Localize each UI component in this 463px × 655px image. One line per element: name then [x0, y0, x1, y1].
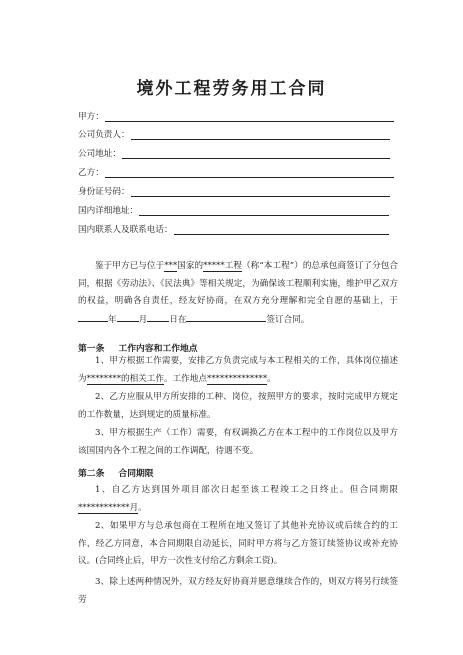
section-2-clause-2: 2、如果甲方与总承包商在工程所在地又签订了其他补充协议或后续合约的工作，经乙方同意，本合同期限自动延长，同时甲方将与乙方签订续签协议或补充协议。(合同终止后，甲方一次性支付给乙方剩余工资)。: [78, 521, 398, 566]
id-number-label: 身份证号码：: [78, 187, 130, 197]
project-blank: *****工程: [203, 261, 243, 271]
document-title: 境外工程劳务用工合同: [136, 79, 327, 99]
party-b-label: 乙方：: [78, 168, 104, 178]
company-head-field: [78, 128, 390, 140]
party-a-label: 甲方：: [78, 112, 104, 122]
contact-label: 国内联系人及联系电话：: [78, 225, 173, 235]
party-a-line: [105, 120, 394, 122]
country-blank: ***: [164, 261, 178, 271]
section-1-heading: 第一条 工作内容和工作地点: [78, 344, 198, 354]
section-2-clause-1: 1、自乙方达到国外项目部次日起至该工程竣工之日终止。但合同期限************月。: [78, 485, 398, 513]
company-address-field: [78, 147, 390, 159]
section-1-clause-1: 1、甲方根据工作需要，安排乙方负责完成与本工程相关的工作，具体岗位描述为********的相关工作。工作地点**************。: [78, 356, 398, 384]
day-blank: [147, 311, 169, 322]
company-head-line: [131, 138, 390, 140]
home-address-label: 国内详细地址：: [78, 206, 139, 216]
party-a-field: [78, 110, 394, 122]
party-b-line: [105, 176, 394, 178]
section-1-clause-3: 3、甲方根据生产（工作）需要，有权调换乙方在本工程中的工作岗位以及甲方该国国内各个工程之间的工作调配，待遇不变。: [78, 428, 398, 456]
month-blank: [117, 311, 139, 322]
company-address-label: 公司地址：: [78, 149, 121, 159]
section-1-clause-2: 2、乙方应服从甲方所安排的工种、岗位，按照甲方的要求，按时完成甲方规定的工作数量，达到规定的质量标准。: [78, 392, 398, 420]
company-head-label: 公司负责人：: [78, 130, 130, 140]
year-blank: [78, 311, 108, 322]
intro-paragraph: 鉴于甲方已与位于***国家的*****工程（称“本工程”）的总承包商签订了分包合同，根据《劳动法》、《民法典》等相关规定，为确保该工程顺利实施，维护甲乙双方的权益，明确各自责任，经友好协商，在双方充分理解和完全自愿的基础上，于年 月 日在 签订合同。: [78, 261, 398, 325]
place-blank: [186, 311, 266, 322]
party-b-field: [78, 166, 394, 178]
home-address-line: [139, 214, 389, 216]
section-2-clause-3: 3、除上述两种情况外，双方经友好协商并愿意继续合作的，则双方将另行续签劳: [78, 577, 398, 605]
company-address-line: [122, 157, 390, 159]
home-address-field: [78, 204, 389, 216]
section-2-heading: 第二条 合同期限: [78, 469, 154, 479]
contact-line: [174, 233, 389, 235]
id-number-field: [78, 185, 390, 197]
contact-field: [78, 223, 389, 235]
id-number-line: [131, 195, 390, 197]
